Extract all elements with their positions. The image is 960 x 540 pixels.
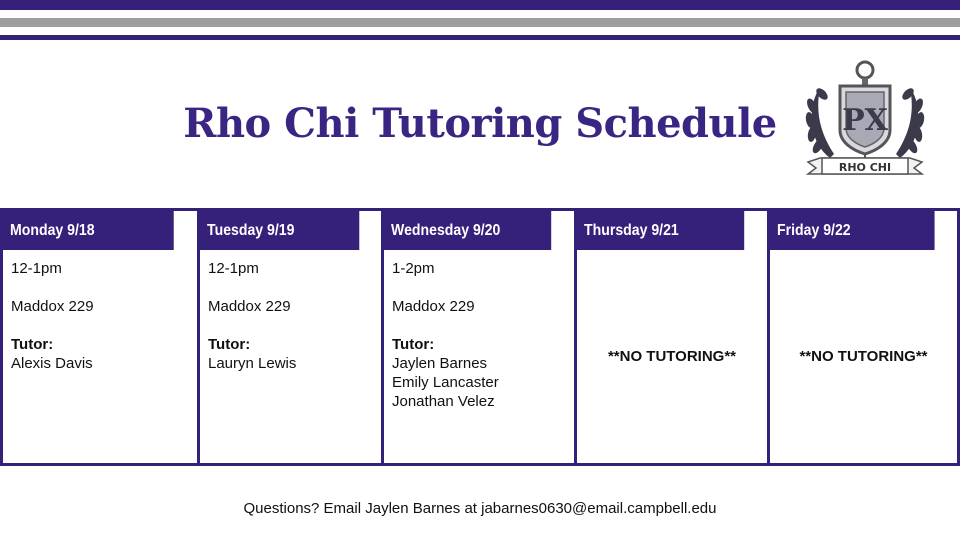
day-column-monday [0, 208, 197, 466]
top-stripe-purple-thin [0, 35, 960, 40]
session-location: Maddox 229 [208, 298, 291, 315]
rho-chi-crest-icon [800, 58, 930, 184]
day-details [3, 250, 197, 463]
tutor-label: Tutor: [208, 336, 251, 353]
day-header: Tuesday 9/19 [200, 211, 359, 250]
day-column-wednesday [381, 208, 574, 466]
session-location: Maddox 229 [392, 298, 475, 315]
no-tutoring-note: **NO TUTORING** [799, 348, 928, 365]
tutor-label: Tutor: [11, 336, 54, 353]
session-time: 1-2pm [392, 260, 435, 277]
tutor-name: Jaylen Barnes [392, 355, 488, 372]
day-header: Thursday 9/21 [577, 211, 744, 250]
day-details [384, 250, 574, 463]
session-location: Maddox 229 [11, 298, 94, 315]
day-details [200, 250, 381, 463]
tutor-name: Lauryn Lewis [208, 355, 297, 372]
tutor-name: Emily Lancaster [392, 374, 499, 391]
day-header: Wednesday 9/20 [384, 211, 551, 250]
day-header: Monday 9/18 [3, 211, 174, 250]
crest-banner-text: RHO CHI [838, 161, 892, 174]
day-column-thursday [574, 208, 767, 466]
top-stripe-purple [0, 0, 960, 10]
top-stripe-gray [0, 18, 960, 27]
contact-footer: Questions? Email Jaylen Barnes at jabarnes0630@email.campbell.edu [243, 500, 717, 517]
tutor-label: Tutor: [392, 336, 435, 353]
day-column-friday [767, 208, 960, 466]
no-tutoring-note: **NO TUTORING** [607, 348, 737, 365]
tutor-name: Jonathan Velez [392, 393, 495, 410]
tutor-name: Alexis Davis [11, 355, 93, 372]
session-time: 12-1pm [208, 260, 259, 277]
crest-monogram: PX [842, 103, 888, 138]
day-header: Friday 9/22 [770, 211, 935, 250]
session-time: 12-1pm [11, 260, 62, 277]
page-title: Rho Chi Tutoring Schedule [183, 100, 777, 147]
day-column-tuesday [197, 208, 381, 466]
schedule-table [0, 208, 960, 466]
